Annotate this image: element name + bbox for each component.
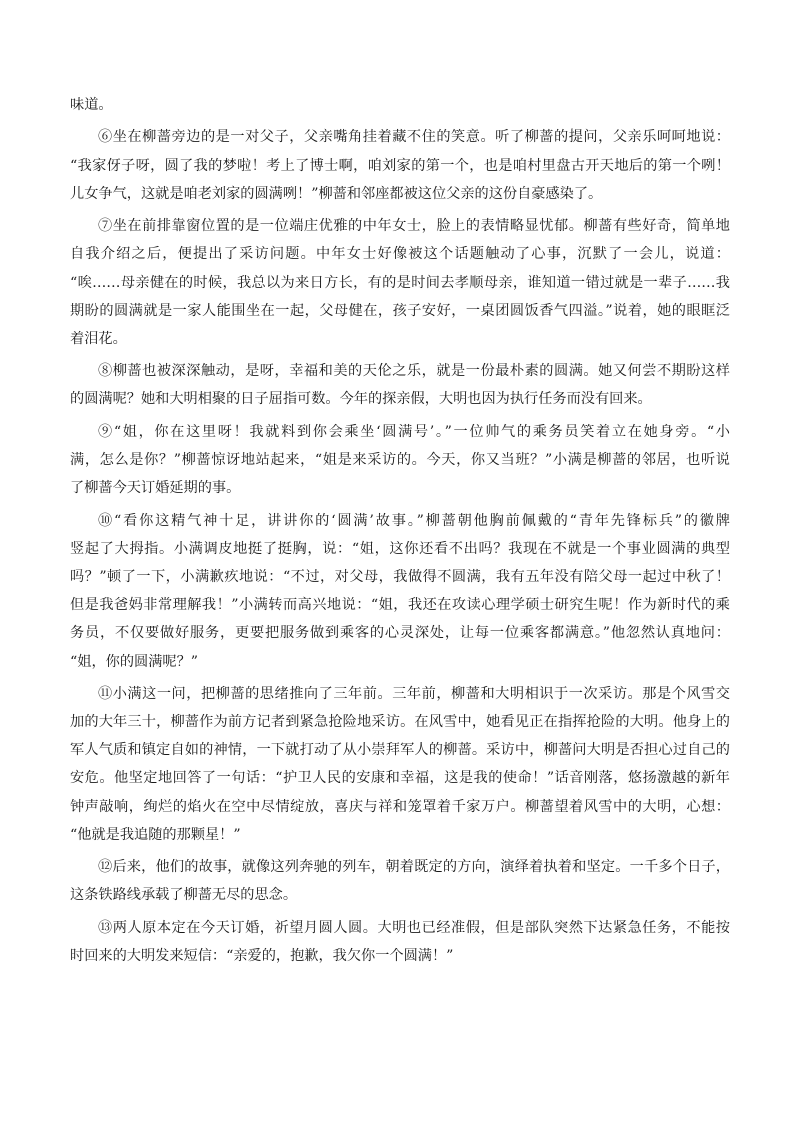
paragraph-line: 这条铁路线承载了柳蔷无尽的思念。 xyxy=(70,887,298,904)
paragraph-line: 着泪花。 xyxy=(70,330,127,347)
paragraph xyxy=(70,507,730,676)
paragraph-line: ⑦坐在前排靠窗位置的是一位端庄优雅的中年女士，脸上的表情略显忧郁。柳蔷有些好奇，简单地 xyxy=(98,218,730,235)
paragraph-line: 自我介绍之后，便提出了采访问题。中年女士好像被这个话题触动了心事，沉默了一会儿，说道： xyxy=(70,246,730,263)
paragraph-line: ⑧柳蔷也被深深触动，是呀，幸福和美的天伦之乐，就是一份最朴素的圆满。她又何尝不期盼这样 xyxy=(98,363,730,380)
paragraph xyxy=(70,123,730,208)
paragraph-line: 加的大年三十，柳蔷作为前方记者到紧急抢险地采访。在风雪中，她看见正在指挥抢险的大明。他身上的 xyxy=(70,714,730,731)
paragraph-line: 时回来的大明发来短信：“亲爱的，抱歉，我欠你一个圆满！” xyxy=(70,947,454,964)
paragraph-line: 的圆满呢？她和大明相聚的日子屈指可数。今年的探亲假，大明也因为执行任务而没有回来。 xyxy=(70,391,652,408)
article-body xyxy=(70,91,730,974)
paragraph-line: 但是我爸妈非常理解我！”小满转而高兴地说：“姐，我还在攻读心理学硕士研究生呢！作为新时代的乘 xyxy=(70,597,730,614)
paragraph-line: 钟声敲响，绚烂的焰火在空中尽情绽放，喜庆与祥和笼罩着千家万户。柳蔷望着风雪中的大明，心想： xyxy=(70,798,730,815)
paragraph-line: “姐，你的圆满呢？” xyxy=(70,653,199,670)
paragraph xyxy=(70,357,730,413)
paragraph-line: 军人气质和镇定自如的神情，一下就打动了从小崇拜军人的柳蔷。采访中，柳蔷问大明是否担心过自己的 xyxy=(70,742,730,759)
paragraph-line: 儿女争气，这就是咱老刘家的圆满咧！”柳蔷和邻座都被这位父亲的这份自豪感染了。 xyxy=(70,185,603,202)
paragraph-line: 安危。他坚定地回答了一句话：“护卫人民的安康和幸福，这是我的使命！”话音刚落，悠扬激越的新年 xyxy=(70,770,730,787)
paragraph-line: 竖起了大拇指。小满调皮地挺了挺胸，说：“姐，这你还看不出吗？我现在不就是一个事业圆满的典型 xyxy=(70,540,730,557)
paragraph-line: 期盼的圆满就是一家人能围坐在一起，父母健在，孩子安好，一桌团圆饭香气四溢。”说着，她的眼眶泛 xyxy=(70,302,730,319)
paragraph-line: “我家伢子呀，圆了我的梦啦！考上了博士啊，咱刘家的第一个，也是咱村里盘古开天地后的第一个咧！ xyxy=(70,157,730,174)
paragraph-line: “唉……母亲健在的时候，我总以为来日方长，有的是时间去孝顺母亲，谁知道一错过就是一辈子……我 xyxy=(70,274,730,291)
paragraph xyxy=(70,91,730,119)
paragraph-line: ⑬两人原本定在今天订婚，祈望月圆人圆。大明也已经准假，但是部队突然下达紧急任务，不能按 xyxy=(98,919,730,936)
paragraph-line: ⑩“看你这精气神十足，讲讲你的‘圆满’故事。”柳蔷朝他胸前佩戴的“青年先锋标兵”的徽牌 xyxy=(98,512,730,529)
paragraph xyxy=(70,418,730,503)
paragraph xyxy=(70,212,730,353)
paragraph-line: 满，怎么是你？”柳蔷惊讶地站起来，“姐是来采访的。今天，你又当班？”小满是柳蔷的邻居，也听说 xyxy=(70,452,730,468)
paragraph-line: 了柳蔷今天订婚延期的事。 xyxy=(70,480,241,497)
paragraph-line: 吗？”顿了一下，小满歉疚地说：“不过，对父母，我做得不圆满，我有五年没有陪父母一起过中秋了！ xyxy=(70,568,730,585)
paragraph-line: “他就是我追随的那颗星！” xyxy=(70,826,241,843)
paragraph xyxy=(70,853,730,909)
paragraph-line: ⑪小满这一问，把柳蔷的思绪推向了三年前。三年前，柳蔷和大明相识于一次采访。那是个风雪交 xyxy=(98,685,730,702)
paragraph-line: ⑥坐在柳蔷旁边的是一对父子，父亲嘴角挂着藏不住的笑意。听了柳蔷的提问，父亲乐呵呵地说： xyxy=(98,129,730,146)
paragraph xyxy=(70,914,730,970)
paragraph-line: 务员，不仅要做好服务，更要把服务做到乘客的心灵深处，让每一位乘客都满意。”他忽然认真地问： xyxy=(70,625,730,642)
paragraph xyxy=(70,680,730,849)
paragraph-line: 味道。 xyxy=(70,97,113,113)
paragraph-line: ⑫后来，他们的故事，就像这列奔驰的列车，朝着既定的方向，演绎着执着和坚定。一千多个日子， xyxy=(98,859,730,876)
paragraph-line: ⑨“姐，你在这里呀！我就料到你会乘坐‘圆满号’。”一位帅气的乘务员笑着立在她身旁。“小 xyxy=(98,423,730,440)
